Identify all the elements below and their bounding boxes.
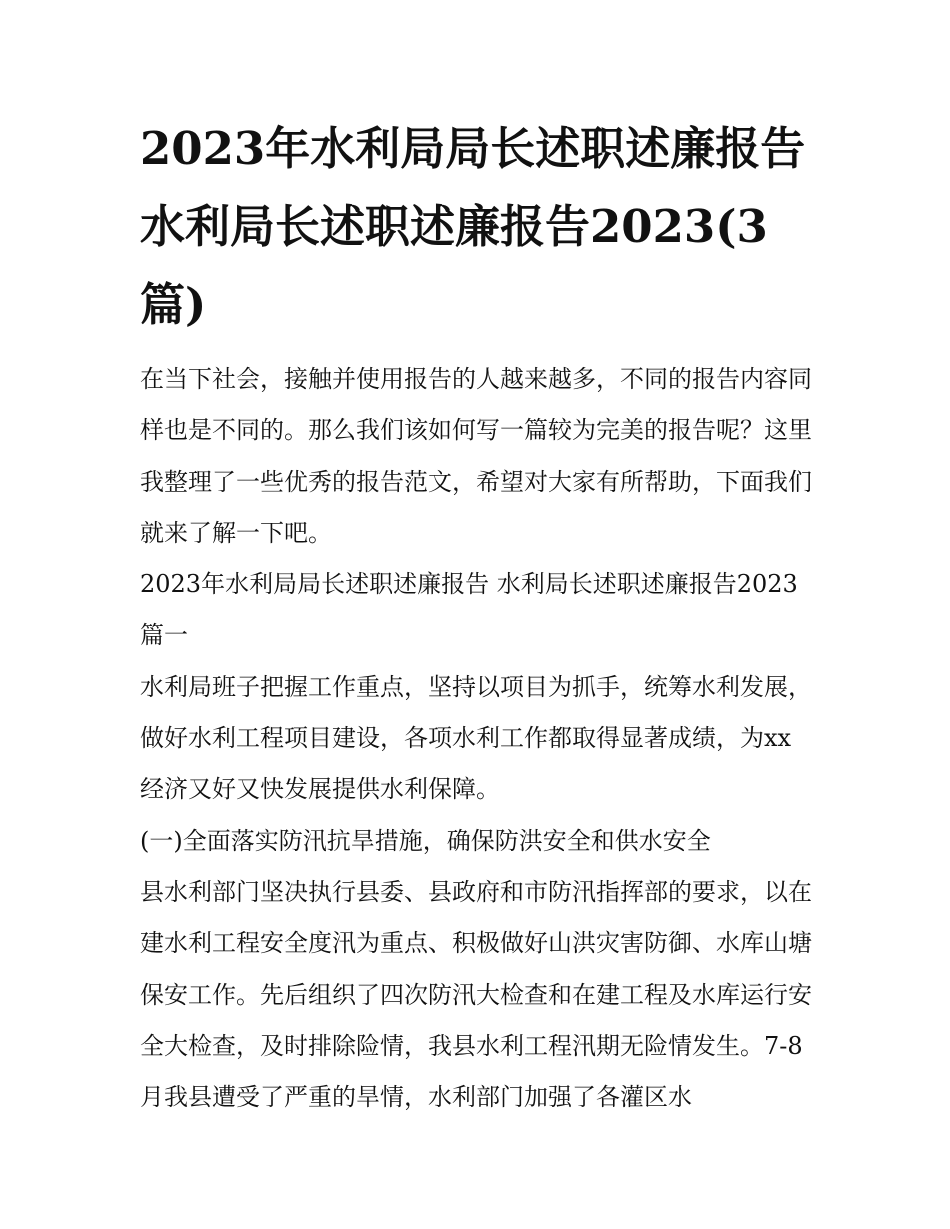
subsection-heading: (一)全面落实防汛抗旱措施，确保防洪安全和供水安全 bbox=[140, 826, 711, 855]
document-body bbox=[140, 354, 812, 1123]
paragraph-flood-control: 县水利部门坚决执行县委、县政府和市防汛指挥部的要求，以在建水利工程安全度汛为重点、积极做好山洪灾害防御、水库山塘保安工作。先后组织了四次防汛大检查和在建工程及水库运行安全大检查，及时排除险情，我县水利工程汛期无险情发生。7-8月我县遭受了严重的旱情，水利部门加强了各灌区水 bbox=[140, 877, 812, 1112]
paragraph-intro: 在当下社会，接触并使用报告的人越来越多，不同的报告内容同样也是不同的。那么我们该如何写一篇较为完美的报告呢？这里我整理了一些优秀的报告范文，希望对大家有所帮助，下面我们就来了解一下吧。 bbox=[140, 365, 812, 547]
section-heading: 2023年水利局局长述职述廉报告 水利局长述职述廉报告2023篇一 bbox=[140, 570, 798, 650]
paragraph-summary: 水利局班子把握工作重点，坚持以项目为抓手，统筹水利发展，做好水利工程项目建设，各项水利工作都取得显著成绩，为xx经济又好又快发展提供水利保障。 bbox=[140, 672, 812, 804]
document-page bbox=[140, 0, 812, 1229]
document-title: 2023年水利局局长述职述廉报告 水利局长述职述廉报告2023(3篇) bbox=[140, 122, 806, 331]
